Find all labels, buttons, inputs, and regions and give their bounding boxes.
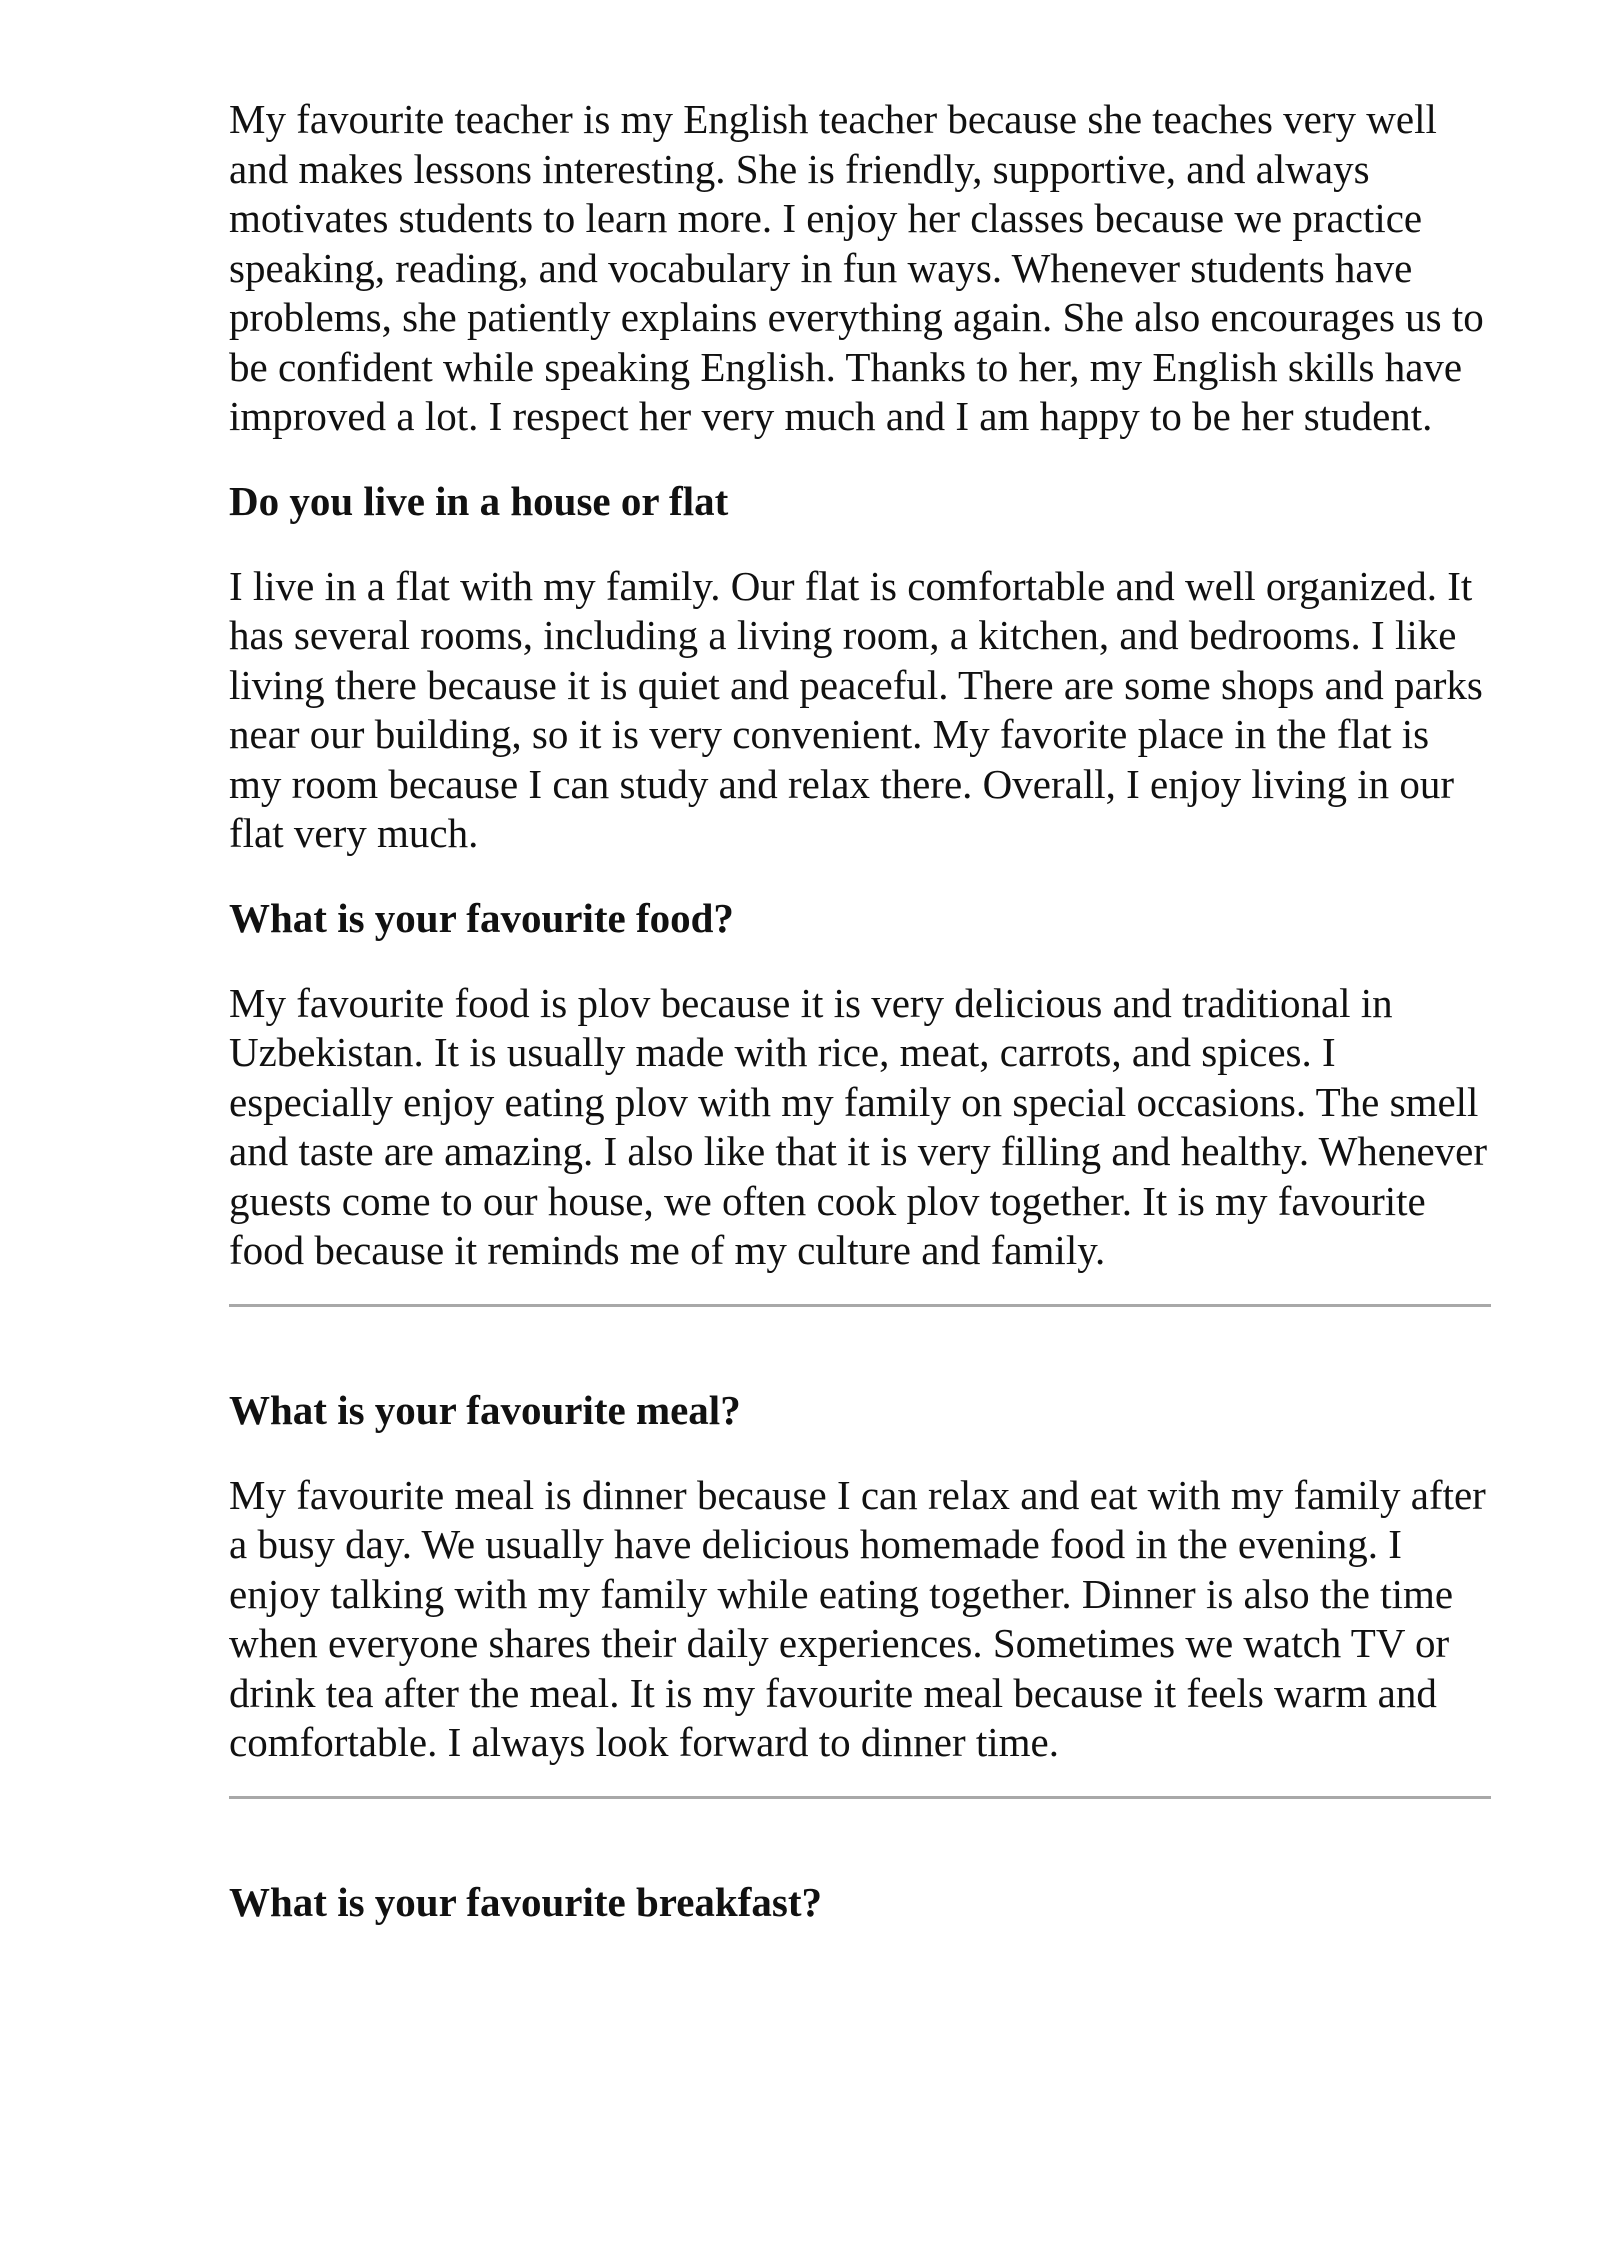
favourite-breakfast-heading: What is your favourite breakfast? xyxy=(229,1878,822,1925)
teacher-paragraph: My favourite teacher is my English teacher because she teaches very well and makes lessons interesting. She is friendly, supportive, and always motivates students to learn more. I enjoy her classes because we practice speaking, reading, and vocabulary in fun ways. Whenever students have problems, she patiently explains everything again. She also encourages us to be confident while speaking English. Thanks to her, my English skills have improved a lot. I respect her very much and I am happy to be her student. xyxy=(229,96,1484,439)
favourite-food-paragraph: My favourite food is plov because it is very delicious and traditional in Uzbekistan. It is usually made with rice, meat, carrots, and spices. I especially enjoy eating plov with my family on special occasions. The smell and taste are amazing. I also like that it is very filling and healthy. Whenever guests come to our house, we often cook plov together. It is my favourite food because it reminds me of my culture and family. xyxy=(229,979,1488,1273)
section-divider xyxy=(229,1304,1491,1307)
favourite-meal-paragraph: My favourite meal is dinner because I can relax and eat with my family after a busy day. We usually have delicious homemade food in the evening. I enjoy talking with my family while eating together. Dinner is also the time when everyone shares their daily experiences. Sometimes we watch TV or drink tea after the meal. It is my favourite meal because it feels warm and comfortable. I always look forward to dinner time. xyxy=(229,1471,1486,1765)
favourite-meal-heading: What is your favourite meal? xyxy=(229,1386,741,1433)
section-divider xyxy=(229,1796,1491,1799)
favourite-food-heading: What is your favourite food? xyxy=(229,894,734,941)
house-or-flat-paragraph: I live in a flat with my family. Our flat is comfortable and well organized. It has several rooms, including a living room, a kitchen, and bedrooms. I like living there because it is quiet and peaceful. There are some shops and parks near our building, so it is very convenient. My favorite place in the flat is my room because I can study and relax there. Overall, I enjoy living in our flat very much. xyxy=(229,562,1483,856)
house-or-flat-heading: Do you live in a house or flat xyxy=(229,477,729,524)
document-page xyxy=(229,95,1491,1927)
